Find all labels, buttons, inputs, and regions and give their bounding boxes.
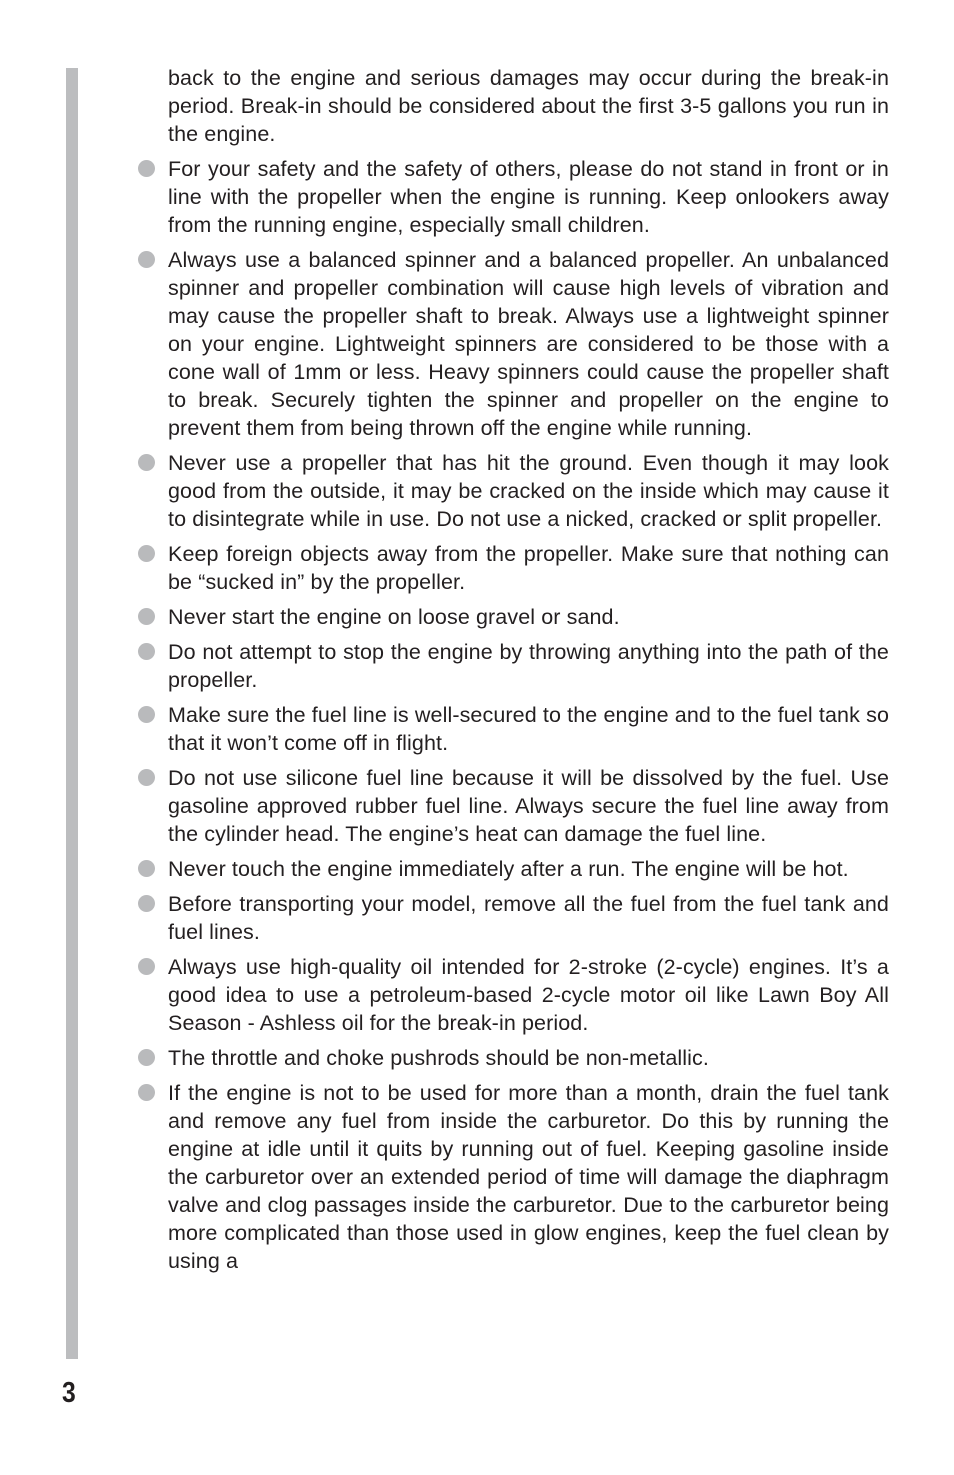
side-margin-bar [66, 68, 78, 1359]
bullet-item [138, 603, 889, 631]
bullet-text: For your safety and the safety of others, please do not stand in front or in line with the propeller when the engine is running. Keep onlookers away from the running engine, especially small children. [168, 157, 889, 237]
bullet-item [138, 449, 889, 533]
bullet-text: Never use a propeller that has hit the ground. Even though it may look good from the outside, it may be cracked on the inside which may cause it to disintegrate while in use. Do not use a nicked, cracked or split propeller. [168, 451, 889, 531]
bullet-dot-icon [138, 545, 155, 562]
safety-bullet-list [138, 64, 889, 1282]
bullet-dot-icon [138, 454, 155, 471]
bullet-item [138, 1044, 889, 1072]
bullet-item [138, 540, 889, 596]
bullet-text: Always use high-quality oil intended for 2-stroke (2-cycle) engines. It’s a good idea to use a petroleum-based 2-cycle motor oil like Lawn Boy All Season - Ashless oil for the break-in period. [168, 955, 889, 1035]
bullet-text: Do not attempt to stop the engine by throwing anything into the path of the propeller. [168, 640, 889, 692]
continued-paragraph [138, 64, 889, 148]
bullet-dot-icon [138, 608, 155, 625]
bullet-dot-icon [138, 860, 155, 877]
bullet-dot-icon [138, 958, 155, 975]
bullet-item [138, 155, 889, 239]
bullet-dot-icon [138, 160, 155, 177]
bullet-dot-icon [138, 706, 155, 723]
bullet-item [138, 701, 889, 757]
bullet-text: If the engine is not to be used for more than a month, drain the fuel tank and remove any fuel from inside the carburetor. Do this by running the engine at idle until it quits by running out of fuel. Keeping gasoline inside the carburetor over an extended period of time will damage the diaphragm valve and clog passages inside the carburetor. Due to the carburetor being more complicated than those used in glow engines, keep the fuel clean by using a [168, 1081, 889, 1273]
bullet-dot-icon [138, 1049, 155, 1066]
bullet-dot-icon [138, 251, 155, 268]
bullet-dot-icon [138, 895, 155, 912]
bullet-text: Keep foreign objects away from the propeller. Make sure that nothing can be “sucked in” by the propeller. [168, 542, 889, 594]
continued-paragraph-text: back to the engine and serious damages may occur during the break-in period. Break-in should be considered about the first 3-5 gallons you run in the engine. [168, 66, 889, 146]
bullet-item [138, 890, 889, 946]
bullet-dot-icon [138, 1084, 155, 1101]
bullet-text: Never touch the engine immediately after a run. The engine will be hot. [168, 857, 849, 881]
bullet-dot-icon [138, 643, 155, 660]
page-number: 3 [62, 1377, 76, 1409]
bullet-item [138, 764, 889, 848]
bullet-text: Do not use silicone fuel line because it will be dissolved by the fuel. Use gasoline approved rubber fuel line. Always secure the fuel line away from the cylinder head. The engine’s heat can damage the fuel line. [168, 766, 889, 846]
bullet-item [138, 246, 889, 442]
bullet-item [138, 1079, 889, 1275]
bullet-item [138, 855, 889, 883]
bullet-text: Make sure the fuel line is well-secured to the engine and to the fuel tank so that it won’t come off in flight. [168, 703, 889, 755]
bullet-text: The throttle and choke pushrods should be non-metallic. [168, 1046, 709, 1070]
bullet-item [138, 953, 889, 1037]
bullet-text: Before transporting your model, remove all the fuel from the fuel tank and fuel lines. [168, 892, 889, 944]
bullet-text: Never start the engine on loose gravel or sand. [168, 605, 620, 629]
bullet-dot-icon [138, 769, 155, 786]
bullet-text: Always use a balanced spinner and a balanced propeller. An unbalanced spinner and propeller combination will cause high levels of vibration and may cause the propeller shaft to break. Always use a lightweight spinner on your engine. Lightweight spinners are considered to be those with a cone wall of 1mm or less. Heavy spinners could cause the propeller shaft to break. Securely tighten the spinner and propeller on the engine to prevent them from being thrown off the engine while running. [168, 248, 889, 440]
bullet-item [138, 638, 889, 694]
